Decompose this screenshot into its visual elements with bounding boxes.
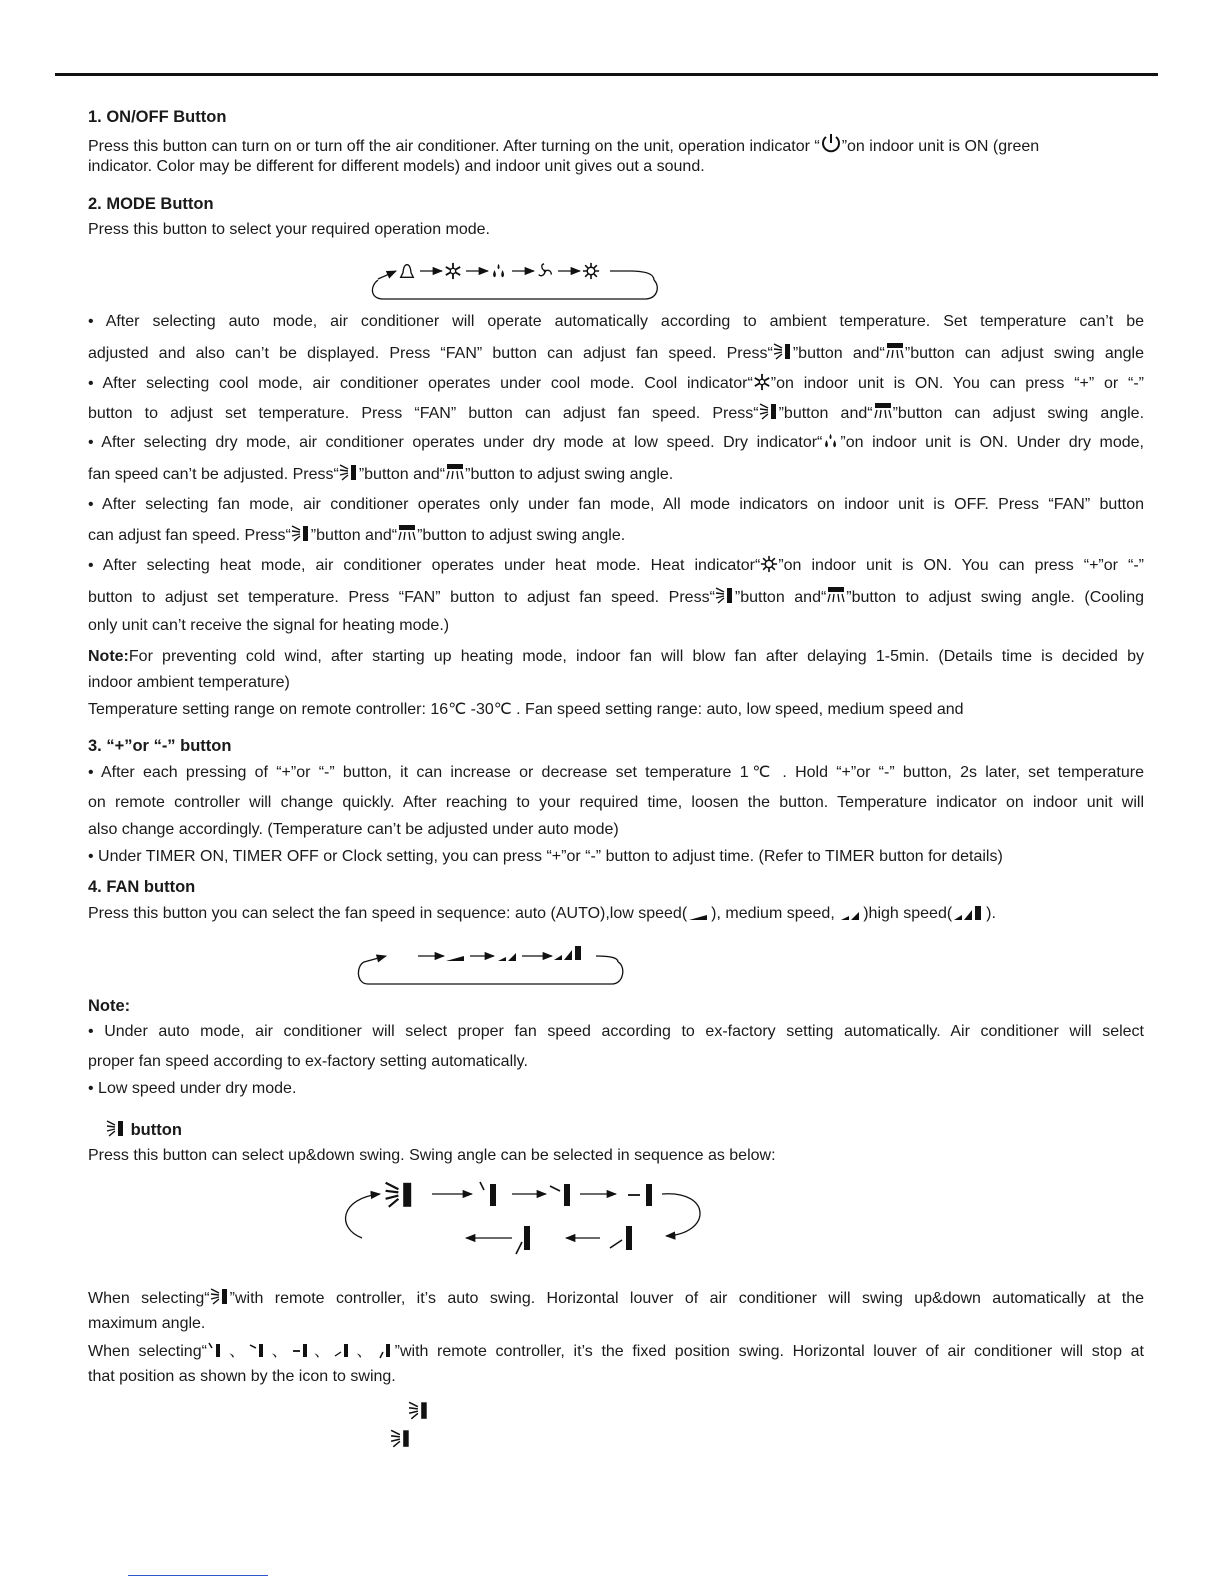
fan-loop-line — [358, 962, 622, 984]
fan-low-icon — [446, 956, 464, 961]
swing-pos5-icon — [516, 1226, 530, 1254]
swing-pos4-icon — [610, 1226, 632, 1250]
heat-mode-icon — [760, 555, 778, 573]
swing-leftright-icon — [873, 401, 893, 421]
mode-sequence-diagram — [370, 258, 670, 302]
swing-updown-icon — [210, 1286, 230, 1306]
mode-cool-line1: • After selecting cool mode, air conditioner operates under cool mode. Cool indicator“ ”on indoor unit is ON. You can press “+” or “-” — [88, 375, 1144, 392]
heat-mode-icon — [583, 263, 599, 279]
cool-mode-icon — [753, 373, 771, 391]
swing-leftright-icon — [885, 341, 905, 361]
footer-link-line — [128, 1575, 268, 1576]
mode-heading: 2. MODE Button — [88, 195, 214, 213]
swing-updown-icon — [339, 462, 359, 482]
fan-medium-icon — [839, 909, 863, 921]
mode-fan-line2: can adjust fan speed. Press“ ”button and“ ”button to adjust swing angle. — [88, 523, 1144, 548]
onoff-paragraph-line2: indicator. Color may be different for different models) and indoor unit gives out a sound. — [88, 158, 705, 175]
swing-leftright-icon — [445, 462, 465, 482]
swing-icon-pair — [388, 1397, 432, 1455]
auto-mode-icon — [401, 265, 414, 278]
mode-heat-line2: button to adjust set temperature. Press “FAN” button to adjust fan speed. Press“ ”button and“ ”button to adjust swing angle. (Cooling — [88, 585, 1144, 610]
swing-auto-icon — [386, 1183, 412, 1207]
onoff-heading: 1. ON/OFF Button — [88, 108, 227, 126]
fan-note-line2: proper fan speed according to ex-factory setting automatically. — [88, 1053, 528, 1070]
swing-pos4-icon — [334, 1341, 352, 1359]
mode-note-line2: indoor ambient temperature) — [88, 674, 290, 691]
swing-fixed-line2: that position as shown by the icon to swing. — [88, 1368, 396, 1385]
mode-loop-line — [372, 280, 657, 299]
fan-heading: 4. FAN button — [88, 878, 196, 896]
plusminus-heading: 3. “+”or “-” button — [88, 737, 232, 755]
swing-pos2-icon — [550, 1184, 570, 1206]
swing-pos3-icon — [628, 1184, 652, 1206]
plusminus-line1: • After each pressing of “+”or “-” button, it can increase or decrease set temperature 1℃ . Hold “+”or “-” button, 2s later, set temperature — [88, 764, 1144, 781]
fan-note-heading: Note: — [88, 997, 131, 1015]
fan-high-icon — [554, 946, 581, 960]
swing-pos1-icon — [480, 1182, 496, 1206]
mode-auto-line2: adjusted and also can’t be displayed. Press “FAN” button can adjust fan speed. Press“ ”button and“ ”button can adjust swing angle — [88, 341, 1144, 366]
swing-pos1-icon — [207, 1341, 225, 1359]
fan-medium-icon — [498, 953, 516, 961]
mode-dry-line2: fan speed can’t be adjusted. Press“ ”button and“ ”button to adjust swing angle. — [88, 462, 1144, 487]
top-rule — [55, 73, 1158, 76]
swing-pos3-icon — [292, 1341, 310, 1359]
dry-mode-icon — [822, 432, 840, 450]
swing-updown-icon — [291, 523, 311, 543]
setting-range: Temperature setting range on remote controller: 16℃ -30℃ . Fan speed setting range: auto, low speed, medium speed and — [88, 701, 964, 718]
fan-low-icon — [687, 909, 711, 921]
swing-pos2-icon — [249, 1341, 267, 1359]
swing-updown-icon — [715, 585, 735, 605]
mode-cool-line2: button to adjust set temperature. Press “FAN” button can adjust fan speed. Press“ ”button and“ ”button can adjust swing angle. — [88, 401, 1144, 426]
swing-updown-icon — [391, 1430, 409, 1447]
swing-intro: Press this button can select up&down swing. Swing angle can be selected in sequence as below: — [88, 1147, 776, 1164]
swing-updown-icon — [773, 341, 793, 361]
swing-fixed-line1: When selecting“ 、 、 、 、 ”with remote controller, it’s the fixed position swing. Horizontal louver of air conditioner will stop at — [88, 1343, 1144, 1360]
swing-updown-icon — [409, 1402, 427, 1419]
swing-auto-line1: When selecting“ ”with remote controller, it’s auto swing. Horizontal louver of air conditioner will swing up&down automatically at the — [88, 1286, 1144, 1311]
fan-note-line3: • Low speed under dry mode. — [88, 1080, 297, 1097]
mode-intro: Press this button to select your required operation mode. — [88, 221, 490, 238]
swing-leftright-icon — [826, 585, 846, 605]
power-icon — [820, 132, 842, 154]
fan-speed-sequence-diagram — [356, 944, 626, 988]
mode-note-line1: Note:For preventing cold wind, after starting up heating mode, indoor fan will blow fan after delaying 1-5min. (Details time is decided by — [88, 648, 1144, 665]
mode-fan-line1: • After selecting fan mode, air conditioner operates only under fan mode, All mode indicators on indoor unit is OFF. Press “FAN” button — [88, 496, 1144, 513]
cool-mode-icon — [446, 263, 460, 279]
fan-high-icon — [952, 905, 986, 921]
mode-dry-line1: • After selecting dry mode, air conditioner operates under dry mode at low speed. Dry indicator“ ”on indoor unit is ON. Under dry mode, — [88, 434, 1144, 451]
swing-pos5-icon — [377, 1341, 395, 1359]
swing-leftright-icon — [397, 523, 417, 543]
fan-note-line1: • Under auto mode, air conditioner will select proper fan speed according to ex-factory setting automatically. Air conditioner will select — [88, 1023, 1144, 1040]
plusminus-line3: also change accordingly. (Temperature can’t be adjusted under auto mode) — [88, 821, 619, 838]
mode-heat-line1: • After selecting heat mode, air conditioner operates under heat mode. Heat indicator“ ”on indoor unit is ON. You can press “+”or “-” — [88, 557, 1145, 574]
swing-updown-icon — [759, 401, 779, 421]
plusminus-line4: • Under TIMER ON, TIMER OFF or Clock setting, you can press “+”or “-” button to adjust time. (Refer to TIMER button for details) — [88, 848, 1003, 865]
plusminus-line2: on remote controller will change quickly. After reaching to your required time, loosen the button. Temperature indicator on indoor unit will — [88, 794, 1144, 811]
onoff-paragraph-line1: Press this button can turn on or turn off the air conditioner. After turning on the unit, operation indicator “ ”on indoor unit is ON (green — [88, 132, 1144, 159]
fan-paragraph: Press this button you can select the fan speed in sequence: auto (AUTO),low speed( ), medium speed, )high speed( ). — [88, 905, 996, 922]
fan-mode-icon — [539, 264, 552, 276]
dry-mode-icon — [493, 264, 504, 278]
swing-auto-line2: maximum angle. — [88, 1315, 206, 1332]
swing-updown-icon — [106, 1118, 126, 1138]
mode-heat-line3: only unit can’t receive the signal for heating mode.) — [88, 617, 450, 634]
note-label: Note: — [88, 648, 129, 665]
swing-heading: button — [106, 1118, 1162, 1140]
swing-sequence-diagram — [340, 1172, 730, 1258]
mode-auto-line1: • After selecting auto mode, air conditioner will operate automatically according to ambient temperature. Set temperature can’t be — [88, 313, 1144, 330]
